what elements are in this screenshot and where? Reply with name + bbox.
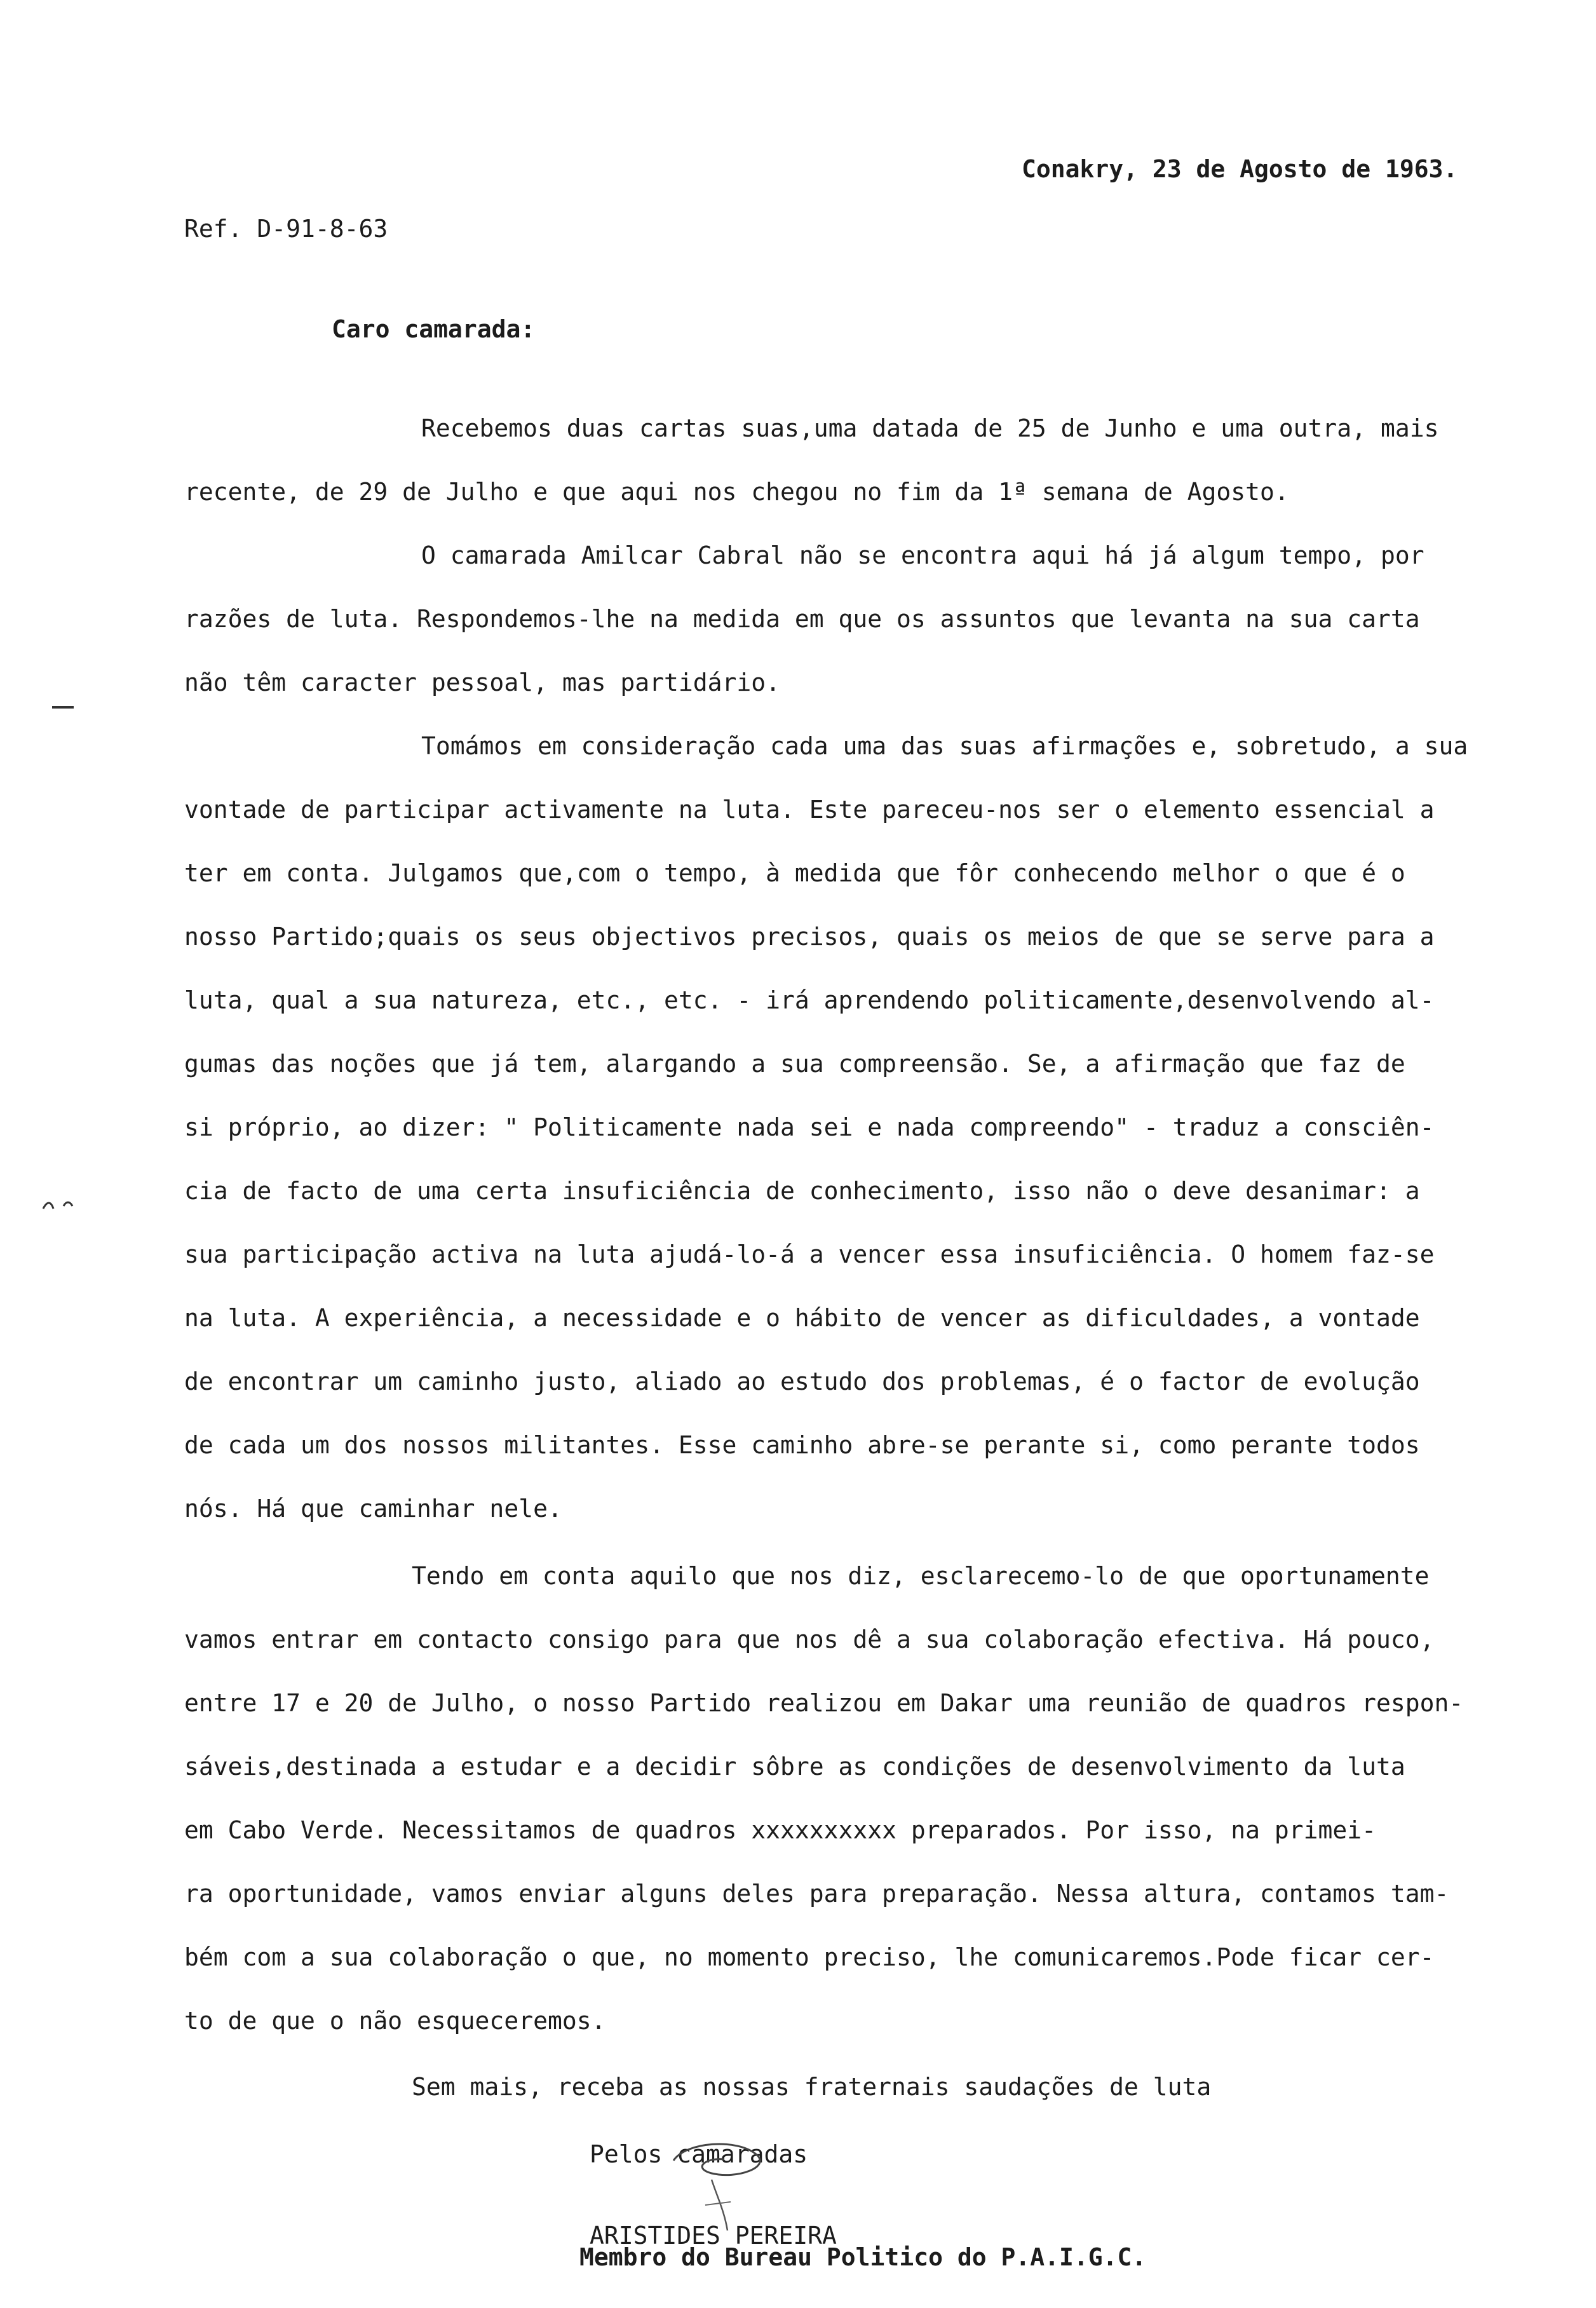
margin-mark	[51, 704, 76, 710]
body-line: nosso Partido;quais os seus objectivos precisos, quais os meios de que se serve para a	[184, 923, 1435, 951]
body-line: não têm caracter pessoal, mas partidário.	[184, 669, 780, 696]
body-line: cia de facto de uma certa insuficiência de conhecimento, isso não o deve desanimar: a	[184, 1177, 1420, 1205]
body-line: em Cabo Verde. Necessitamos de quadros xxxxxxxxxx preparados. Por isso, na primei-	[184, 1816, 1376, 1844]
body-line: na luta. A experiência, a necessidade e o hábito de vencer as dificuldades, a vontade	[184, 1304, 1420, 1332]
body-line: Recebemos duas cartas suas,uma datada de 25 de Junho e uma outra, mais	[421, 414, 1439, 442]
body-line: vamos entrar em contacto consigo para que nos dê a sua colaboração efectiva. Há pouco,	[184, 1626, 1435, 1653]
body-line: Sem mais, receba as nossas fraternais saudações de luta	[412, 2073, 1212, 2101]
margin-mark	[41, 1195, 79, 1214]
body-line: de encontrar um caminho justo, aliado ao estudo dos problemas, é o factor de evolução	[184, 1368, 1420, 1395]
signatory-name: ARISTIDES PEREIRA	[590, 2222, 837, 2250]
body-line: entre 17 e 20 de Julho, o nosso Partido realizou em Dakar uma reunião de quadros respon-	[184, 1689, 1464, 1717]
body-line: de cada um dos nossos militantes. Esse caminho abre-se perante si, como perante todos	[184, 1431, 1420, 1459]
body-line: bém com a sua colaboração o que, no momento preciso, lhe comunicaremos.Pode ficar cer-	[184, 1943, 1435, 1971]
reference-number: Ref. D-91-8-63	[184, 215, 388, 243]
body-line: O camarada Amilcar Cabral não se encontra aqui há já algum tempo, por	[421, 541, 1424, 569]
body-line: ra oportunidade, vamos enviar alguns deles para preparação. Nessa altura, contamos tam-	[184, 1880, 1449, 1908]
body-line: vontade de participar activamente na luta. Este pareceu-nos ser o elemento essencial a	[184, 796, 1435, 824]
body-line: si próprio, ao dizer: " Politicamente nada sei e nada compreendo" - traduz a consciên-	[184, 1113, 1435, 1141]
body-line: sua participação activa na luta ajudá-lo-á a vencer essa insuficiência. O homem faz-se	[184, 1240, 1435, 1268]
body-line: razões de luta. Respondemos-lhe na medida em que os assuntos que levanta na sua carta	[184, 605, 1420, 633]
signatory-title: Membro do Bureau Politico do P.A.I.G.C.	[579, 2243, 1147, 2271]
body-line: ter em conta. Julgamos que,com o tempo, à medida que fôr conhecendo melhor o que é o	[184, 859, 1405, 887]
closing-line: Pelos camaradas	[590, 2140, 808, 2168]
body-line: Tomámos em consideração cada uma das suas afirmações e, sobretudo, a sua	[421, 732, 1468, 760]
body-line: to de que o não esqueceremos.	[184, 2007, 606, 2035]
body-line: gumas das noções que já tem, alargando a sua compreensão. Se, a afirmação que faz de	[184, 1050, 1405, 1078]
salutation: Caro camarada:	[332, 315, 536, 343]
body-line: recente, de 29 de Julho e que aqui nos chegou no fim da 1ª semana de Agosto.	[184, 478, 1289, 506]
body-line: Tendo em conta aquilo que nos diz, esclarecemo-lo de que oportunamente	[412, 1562, 1430, 1590]
body-line: sáveis,destinada a estudar e a decidir sôbre as condições de desenvolvimento da luta	[184, 1753, 1405, 1781]
letter-date: Conakry, 23 de Agosto de 1963.	[1022, 155, 1458, 183]
body-line: luta, qual a sua natureza, etc., etc. - irá aprendendo politicamente,desenvolvendo al-	[184, 986, 1435, 1014]
body-line: nós. Há que caminhar nele.	[184, 1495, 562, 1523]
